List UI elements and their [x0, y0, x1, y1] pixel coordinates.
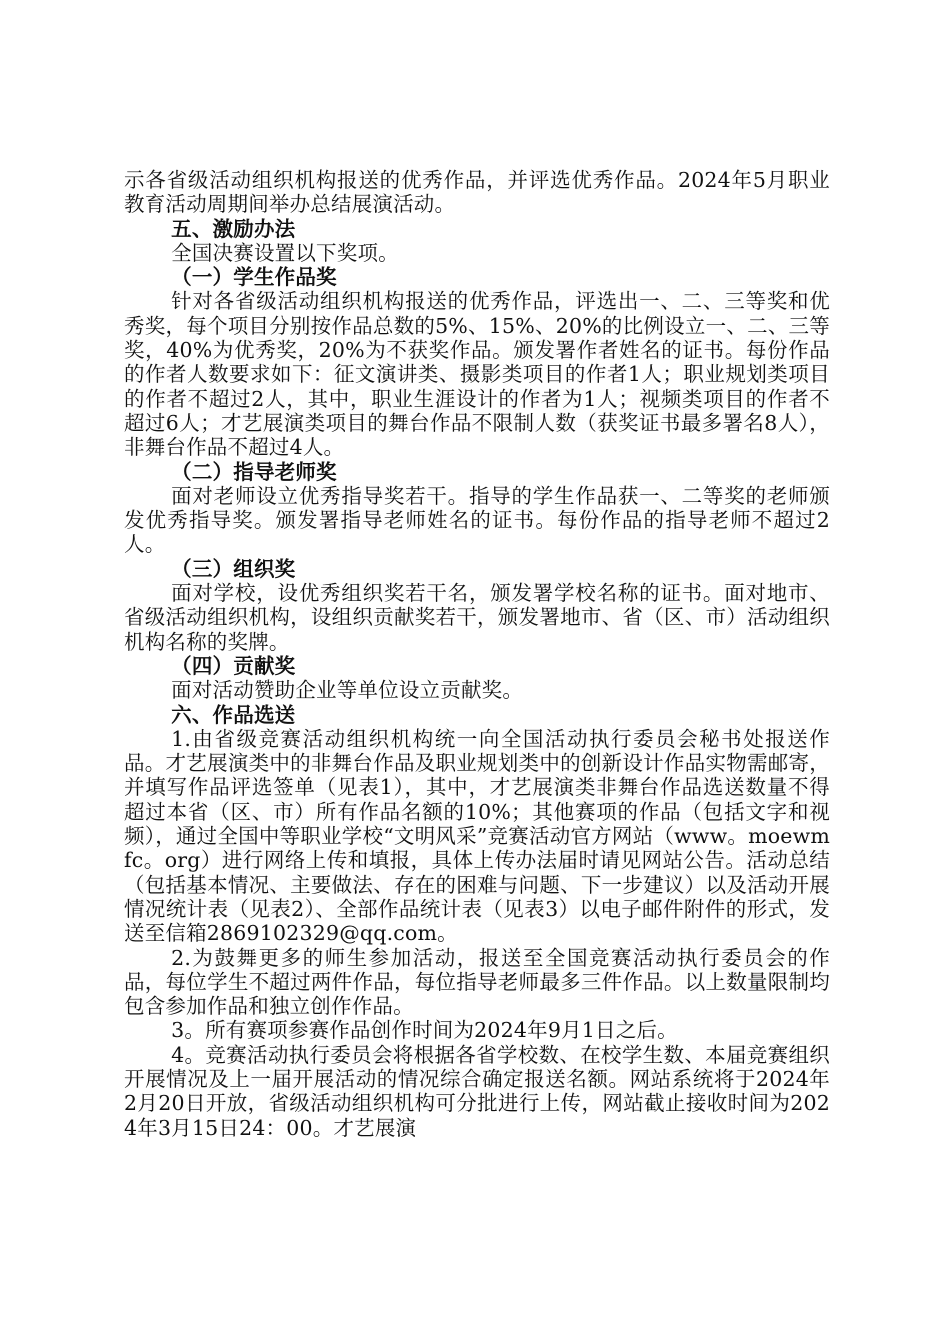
paragraph-awards-intro: 全国决赛设置以下奖项。 — [171, 240, 399, 265]
paragraph-student-award: 针对各省级活动组织机构报送的优秀作品，评选出一、二、三等奖和优秀奖，每个项目分别按作品总数的5%、15%、20%的比例设立一、二、三等奖，40%为优秀奖，20%为不获奖作品。颁发署作者姓名的证书。每份作品的作者人数要求如下：征文演讲类、摄影类项目的作者1人；职业规划类项目的作者不超过2人，其中，职业生涯设计的作者为1人；视频类项目的作者不超过6人；才艺展演类项目的舞台作品不限制人数（获奖证书最多署名8人），非舞台作品不超过4人。 — [124, 289, 830, 460]
subheading-teacher-award: （二）指导老师奖 — [171, 459, 337, 484]
paragraph-continuation: 示各省级活动组织机构报送的优秀作品，并评选优秀作品。2024年5月职业教育活动周期间举办总结展演活动。 — [124, 168, 830, 217]
paragraph-contribution-award: 面对活动赞助企业等单位设立贡献奖。 — [171, 678, 524, 703]
section-heading-incentives: 五、激励办法 — [171, 216, 296, 241]
subheading-student-award: （一）学生作品奖 — [171, 265, 337, 290]
section-heading-submission: 六、作品选送 — [171, 702, 296, 727]
paragraph-submission-1: 1.由省级竞赛活动组织机构统一向全国活动执行委员会秘书处报送作品。才艺展演类中的非舞台作品及职业规划类中的创新设计作品实物需邮寄，并填写作品评选签单（见表1），其中，才艺展演类非舞台作品选送数量不得超过本省（区、市）所有作品名额的10%；其他赛项的作品（包括文字和视频），通过全国中等职业学校“文明风采”竞赛活动官方网站（www。moewmfc。org）进行网络上传和填报，具体上传办法届时请见网站公告。活动总结（包括基本情况、主要做法、存在的困难与问题、下一步建议）以及活动开展情况统计表（见表2）、全部作品统计表（见表3）以电子邮件附件的形式，发送至信箱2869102329@qq.com。 — [124, 726, 830, 946]
paragraph-submission-3: 3。所有赛项参赛作品创作时间为2024年9月1日之后。 — [171, 1018, 678, 1043]
paragraph-submission-2: 2.为鼓舞更多的师生参加活动，报送至全国竞赛活动执行委员会的作品，每位学生不超过两件作品，每位指导老师最多三件作品。以上数量限制均包含参加作品和独立创作作品。 — [124, 945, 830, 1019]
paragraph-submission-4: 4。竞赛活动执行委员会将根据各省学校数、在校学生数、本届竞赛组织开展情况及上一届开展活动的情况综合确定报送名额。网站系统将于2024年2月20日开放，省级活动组织机构可分批进行上传，网站截止接收时间为2024年3月15日24：00。才艺展演 — [124, 1042, 830, 1140]
subheading-organization-award: （三）组织奖 — [171, 556, 296, 581]
paragraph-organization-award: 面对学校，设优秀组织奖若干名，颁发署学校名称的证书。面对地市、省级活动组织机构，设组织贡献奖若干，颁发署地市、省（区、市）活动组织机构名称的奖牌。 — [124, 581, 830, 654]
subheading-contribution-award: （四）贡献奖 — [171, 653, 296, 678]
document-body — [124, 168, 830, 1140]
paragraph-teacher-award: 面对老师设立优秀指导奖若干。指导的学生作品获一、二等奖的老师颁发优秀指导奖。颁发署指导老师姓名的证书。每份作品的指导老师不超过2人。 — [124, 483, 830, 557]
